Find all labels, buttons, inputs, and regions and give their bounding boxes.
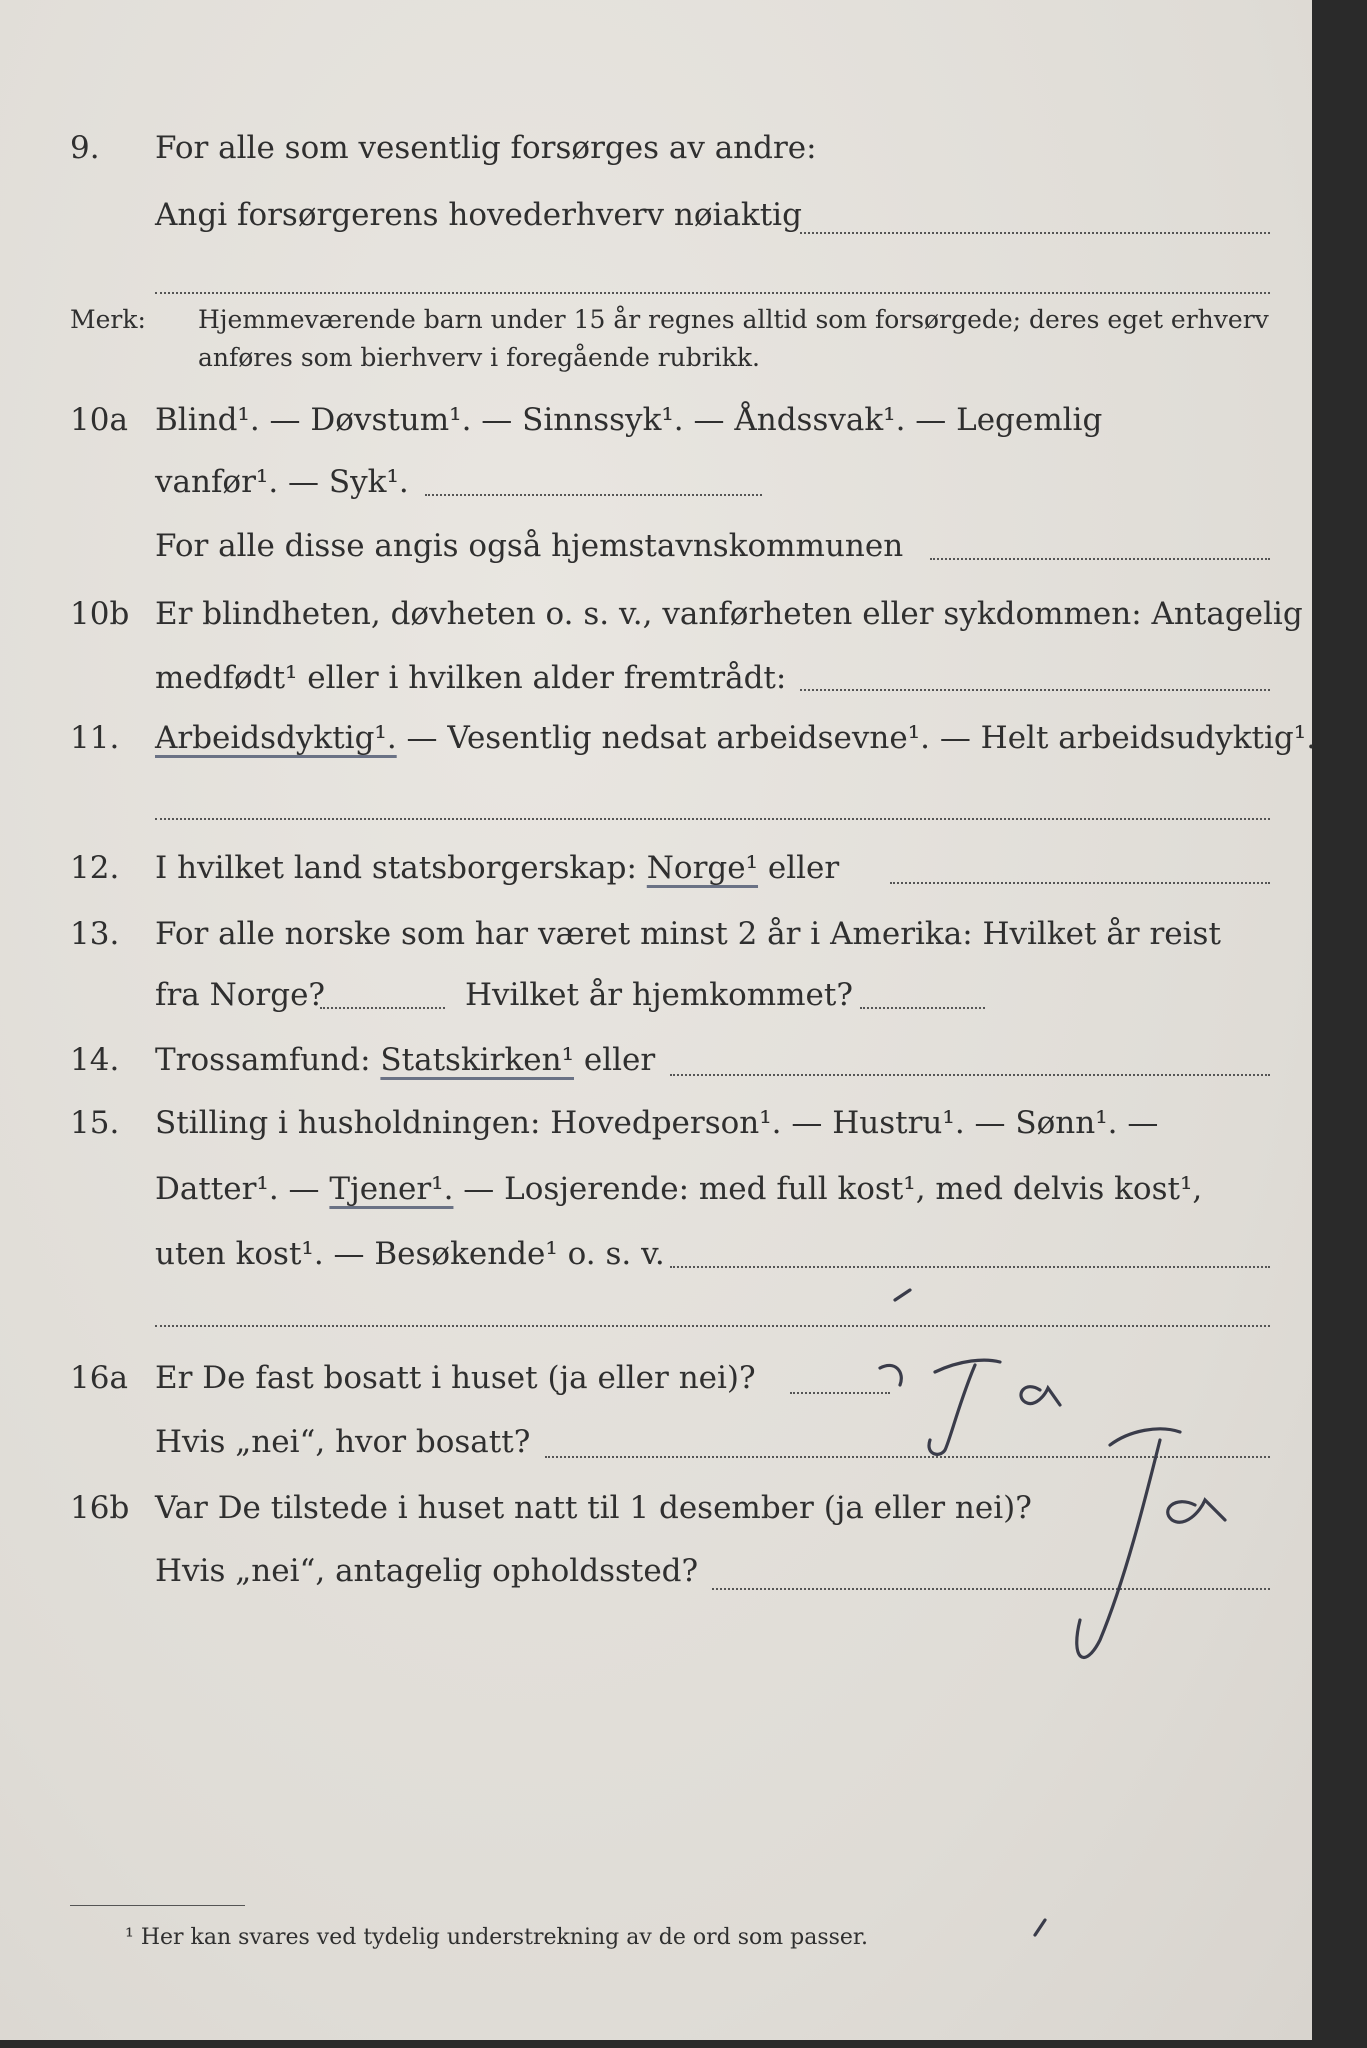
merk-line1: Hjemmeværende barn under 15 år regnes alltid som forsørgede; deres eget erhverv xyxy=(198,305,1269,334)
q16a-line2: Hvis „nei“, hvor bosatt? xyxy=(155,1424,531,1460)
q15-line2b: — Losjerende: med full kost¹, med delvis kost¹, xyxy=(453,1171,1203,1207)
q14-rest: eller xyxy=(574,1042,656,1078)
q11-selected-option: Arbeidsdyktig¹. xyxy=(155,720,397,756)
q14-number: 14. xyxy=(70,1042,120,1078)
q13-number: 13. xyxy=(70,916,120,952)
q12-question: I hvilket land statsborgerskap: xyxy=(155,850,647,886)
q15-line2a: Datter¹. — xyxy=(155,1171,330,1207)
q9-number: 9. xyxy=(70,130,100,166)
q10a-number: 10a xyxy=(70,402,128,438)
q16b-text: Var De tilstede i huset natt til 1 desember (ja eller nei)? xyxy=(155,1490,1032,1526)
q10b-line2: medfødt¹ eller i hvilken alder fremtrådt: xyxy=(155,660,787,696)
q15-number: 15. xyxy=(70,1105,120,1141)
q10b-text: Er blindheten, døvheten o. s. v., vanførheten eller sykdommen: Antagelig xyxy=(155,596,1303,632)
q11-number: 11. xyxy=(70,720,120,756)
handwritten-stroke xyxy=(1035,1920,1045,1935)
handwritten-ja-16b xyxy=(1077,1429,1225,1658)
q10b-number: 10b xyxy=(70,596,130,632)
q16b-line2: Hvis „nei“, antagelig opholdssted? xyxy=(155,1553,699,1589)
q15-line3: uten kost¹. — Besøkende¹ o. s. v. xyxy=(155,1236,665,1272)
q15-selected-option: Tjener¹. xyxy=(329,1171,454,1207)
q12-rest: eller xyxy=(758,850,840,886)
q10a-line3: For alle disse angis også hjemstavnskommunen xyxy=(155,528,904,564)
q13-line2a: fra Norge? xyxy=(155,977,326,1013)
q11-rest: — Vesentlig nedsat arbeidsevne¹. — Helt arbeidsudyktig¹. xyxy=(396,720,1317,756)
q16a-text: Er De fast bosatt i huset (ja eller nei)? xyxy=(155,1360,756,1396)
q16b-number: 16b xyxy=(70,1490,130,1526)
q10a-line2: vanfør¹. — Syk¹. xyxy=(155,464,409,500)
merk-label: Merk: xyxy=(70,305,146,334)
q13-line2b: Hvilket år hjemkommet? xyxy=(465,977,853,1013)
q15-text: Stilling i husholdningen: Hovedperson¹. — Hustru¹. — Sønn¹. — xyxy=(155,1105,1159,1141)
q14-selected-option: Statskirken¹ xyxy=(380,1042,574,1078)
q16a-number: 16a xyxy=(70,1360,128,1396)
handwritten-ja-16a xyxy=(880,1290,1060,1454)
q9-provider-label: Angi forsørgerens hovederhverv nøiaktig xyxy=(155,197,802,233)
q14-question: Trossamfund: xyxy=(155,1042,381,1078)
footnote-text: Her kan svares ved tydelig understrekning av de ord som passer. xyxy=(140,1925,869,1950)
q9-text: For alle som vesentlig forsørges av andre: xyxy=(155,130,817,166)
q12-number: 12. xyxy=(70,850,120,886)
footnote-mark: ¹ xyxy=(125,1925,134,1950)
q13-text: For alle norske som har været minst 2 år i Amerika: Hvilket år reist xyxy=(155,916,1221,952)
q10a-text: Blind¹. — Døvstum¹. — Sinnssyk¹. — Åndssvak¹. — Legemlig xyxy=(155,402,1103,438)
footnote-rule xyxy=(70,1905,245,1906)
merk-line2: anføres som bierhverv i foregående rubrikk. xyxy=(198,343,760,372)
q12-selected-option: Norge¹ xyxy=(646,850,759,886)
footnote xyxy=(125,1925,868,1950)
